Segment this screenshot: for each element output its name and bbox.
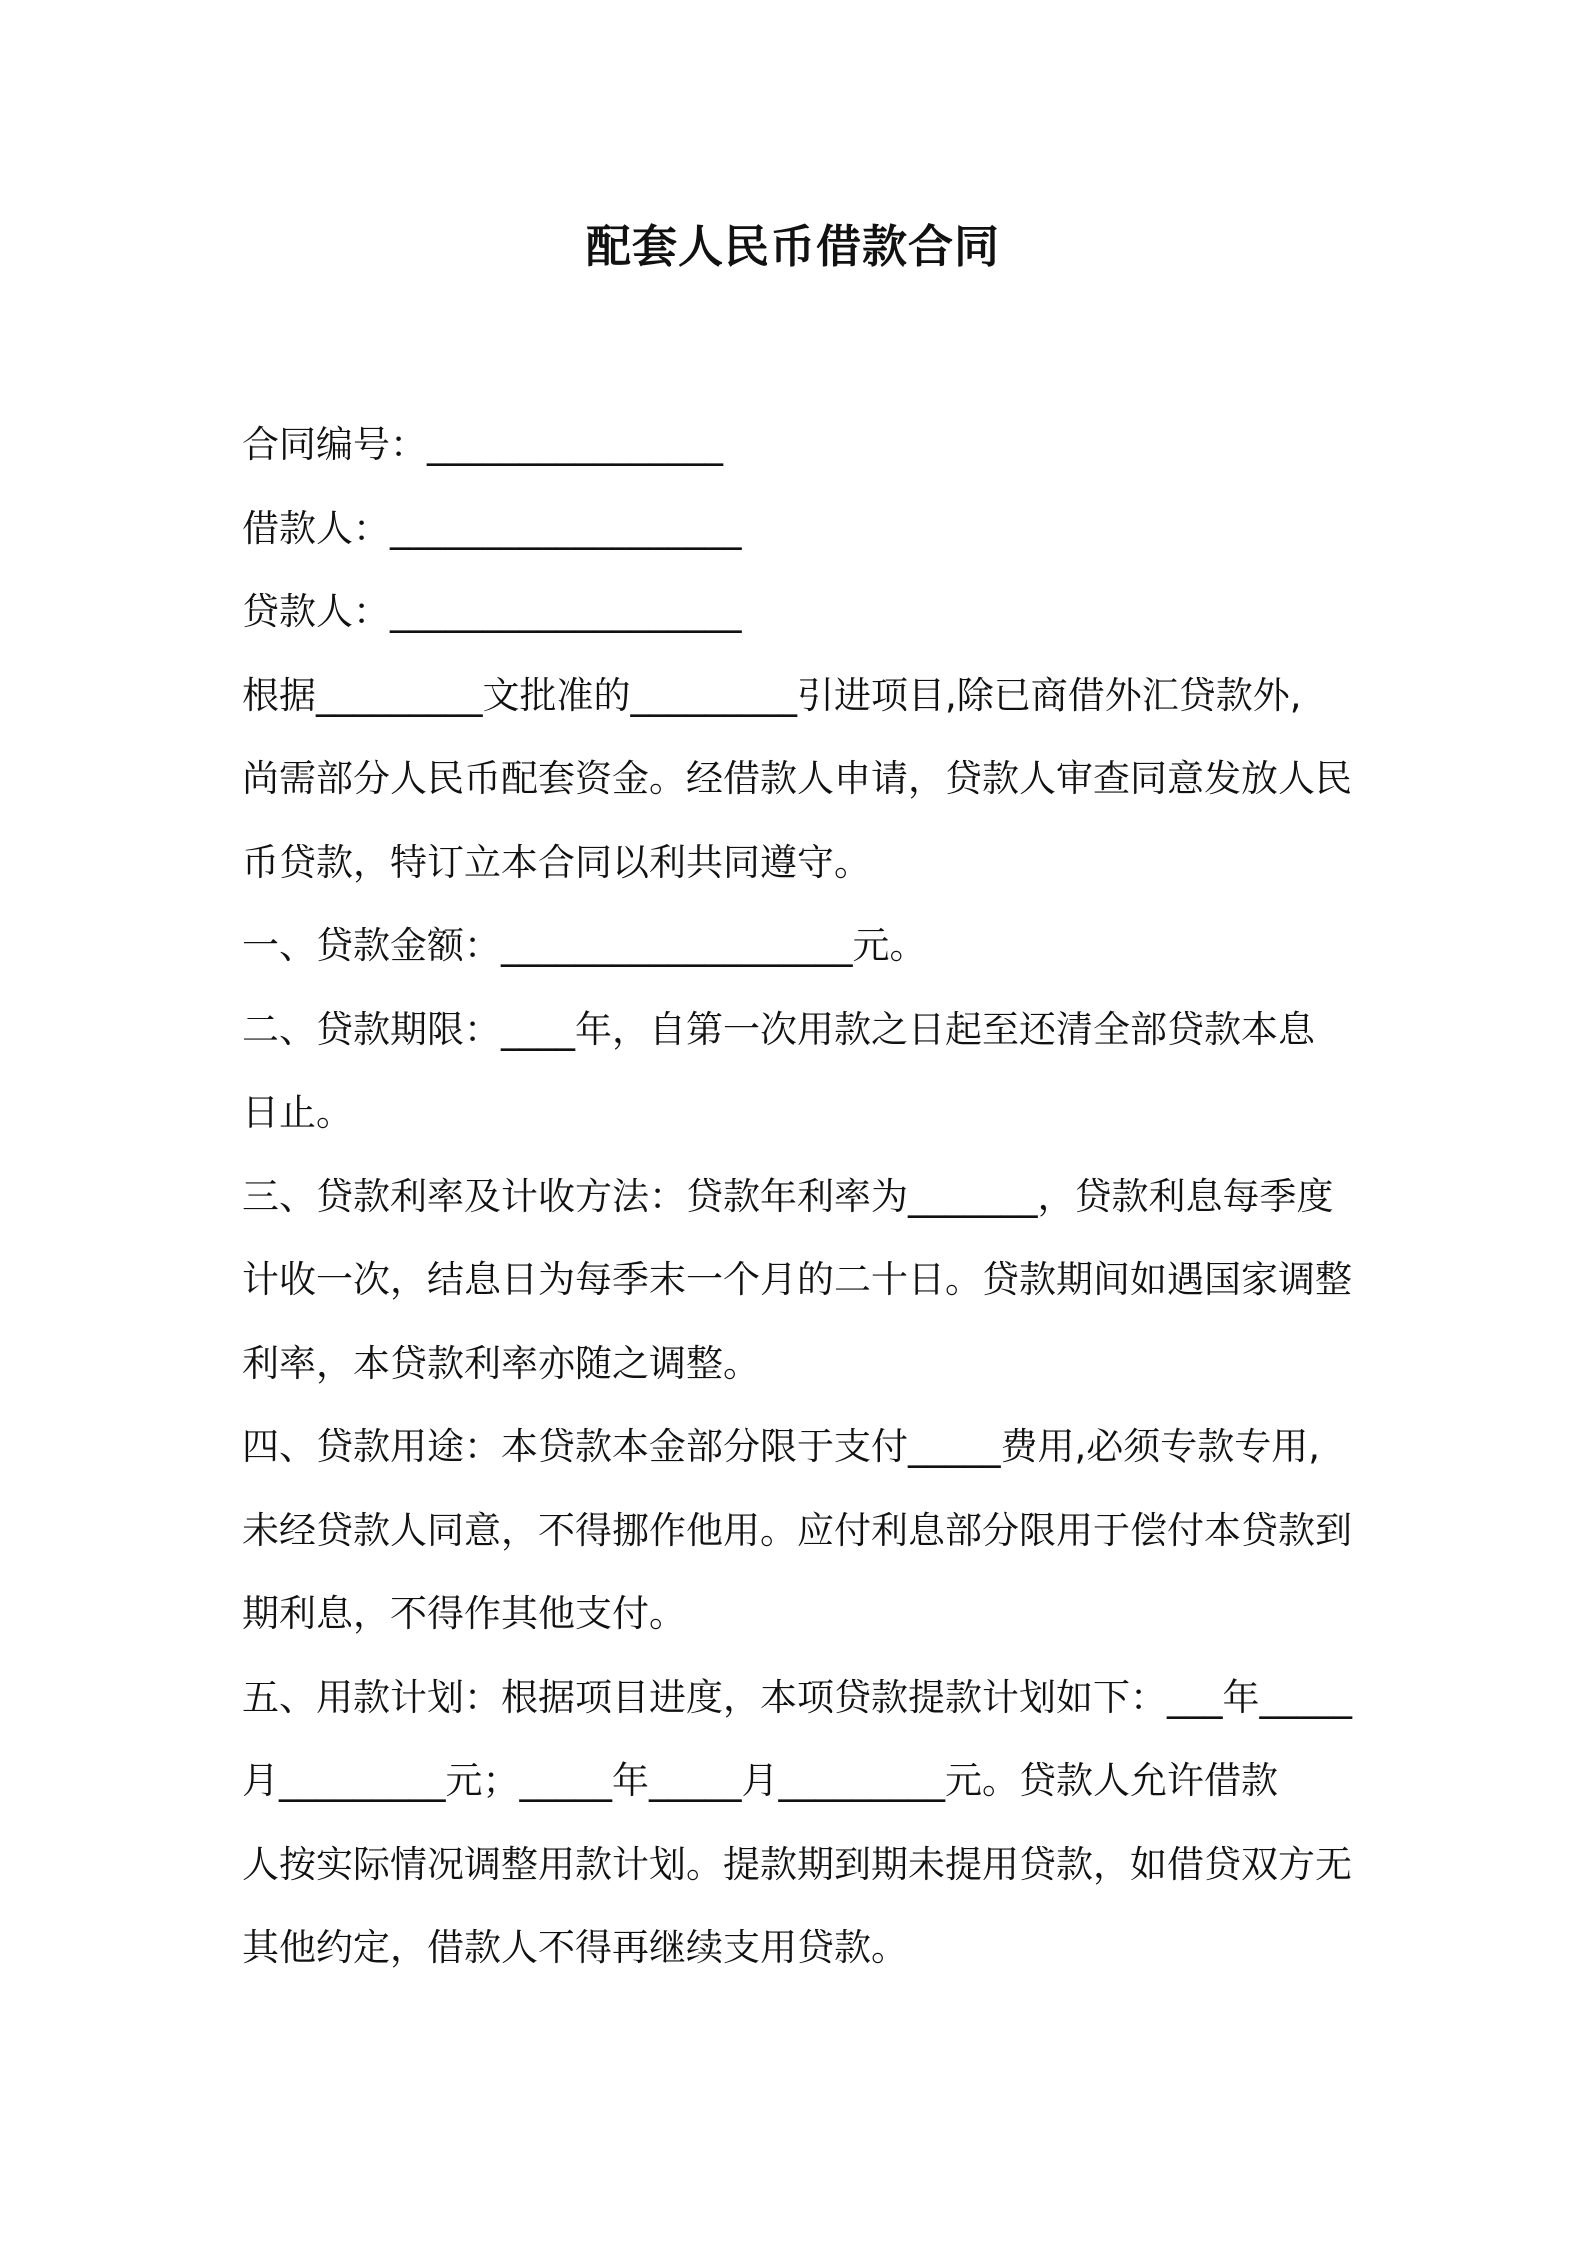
- lender-line: 贷款人：___________________: [242, 590, 742, 633]
- clause-1-line: 一、贷款金额：___________________元。: [242, 924, 927, 967]
- clause-4-line-2: 未经贷款人同意，不得挪作他用。应付利息部分限用于偿付本贷款到: [242, 1508, 1352, 1552]
- clause-5-line-3: 人按实际情况调整用款计划。提款期到期未提用贷款，如借贷双方无: [242, 1842, 1352, 1886]
- clause-4-line-3: 期利息，不得作其他支付。: [242, 1592, 686, 1635]
- document-body: [242, 403, 1382, 1990]
- preamble-line-2: 尚需部分人民币配套资金。经借款人申请，贷款人审查同意发放人民: [242, 757, 1352, 800]
- clause-3-line-1: 三、贷款利率及计收方法：贷款年利率为_______，贷款利息每季度: [242, 1174, 1334, 1218]
- clause-4-line-1: 四、贷款用途：本贷款本金部分限于支付_____费用,必须专款专用,: [242, 1425, 1321, 1468]
- clause-5-line-2: 月_________元；_____年_____月_________元。贷款人允许借款: [242, 1759, 1278, 1802]
- preamble-line-3: 币贷款，特订立本合同以利共同遵守。: [242, 840, 871, 884]
- clause-3-line-2: 计收一次，结息日为每季末一个月的二十日。贷款期间如遇国家调整: [242, 1258, 1352, 1301]
- borrower-line: 借款人：___________________: [242, 506, 742, 550]
- clause-2-line-2: 日止。: [242, 1091, 353, 1134]
- contract-number-line: 合同编号：________________: [242, 423, 723, 466]
- clause-3-line-3: 利率，本贷款利率亦随之调整。: [242, 1341, 760, 1385]
- preamble-line-1: 根据_________文批准的_________引进项目,除已商借外汇贷款外,: [242, 673, 1302, 717]
- clause-5-line-1: 五、用款计划：根据项目进度，本项贷款提款计划如下：___年_____: [242, 1675, 1352, 1719]
- clause-5-line-4: 其他约定，借款人不得再继续支用贷款。: [242, 1926, 908, 1969]
- clause-2-line-1: 二、贷款期限：____年，自第一次用款之日起至还清全部贷款本息: [242, 1007, 1315, 1051]
- document-title: 配套人民币借款合同: [585, 220, 1000, 273]
